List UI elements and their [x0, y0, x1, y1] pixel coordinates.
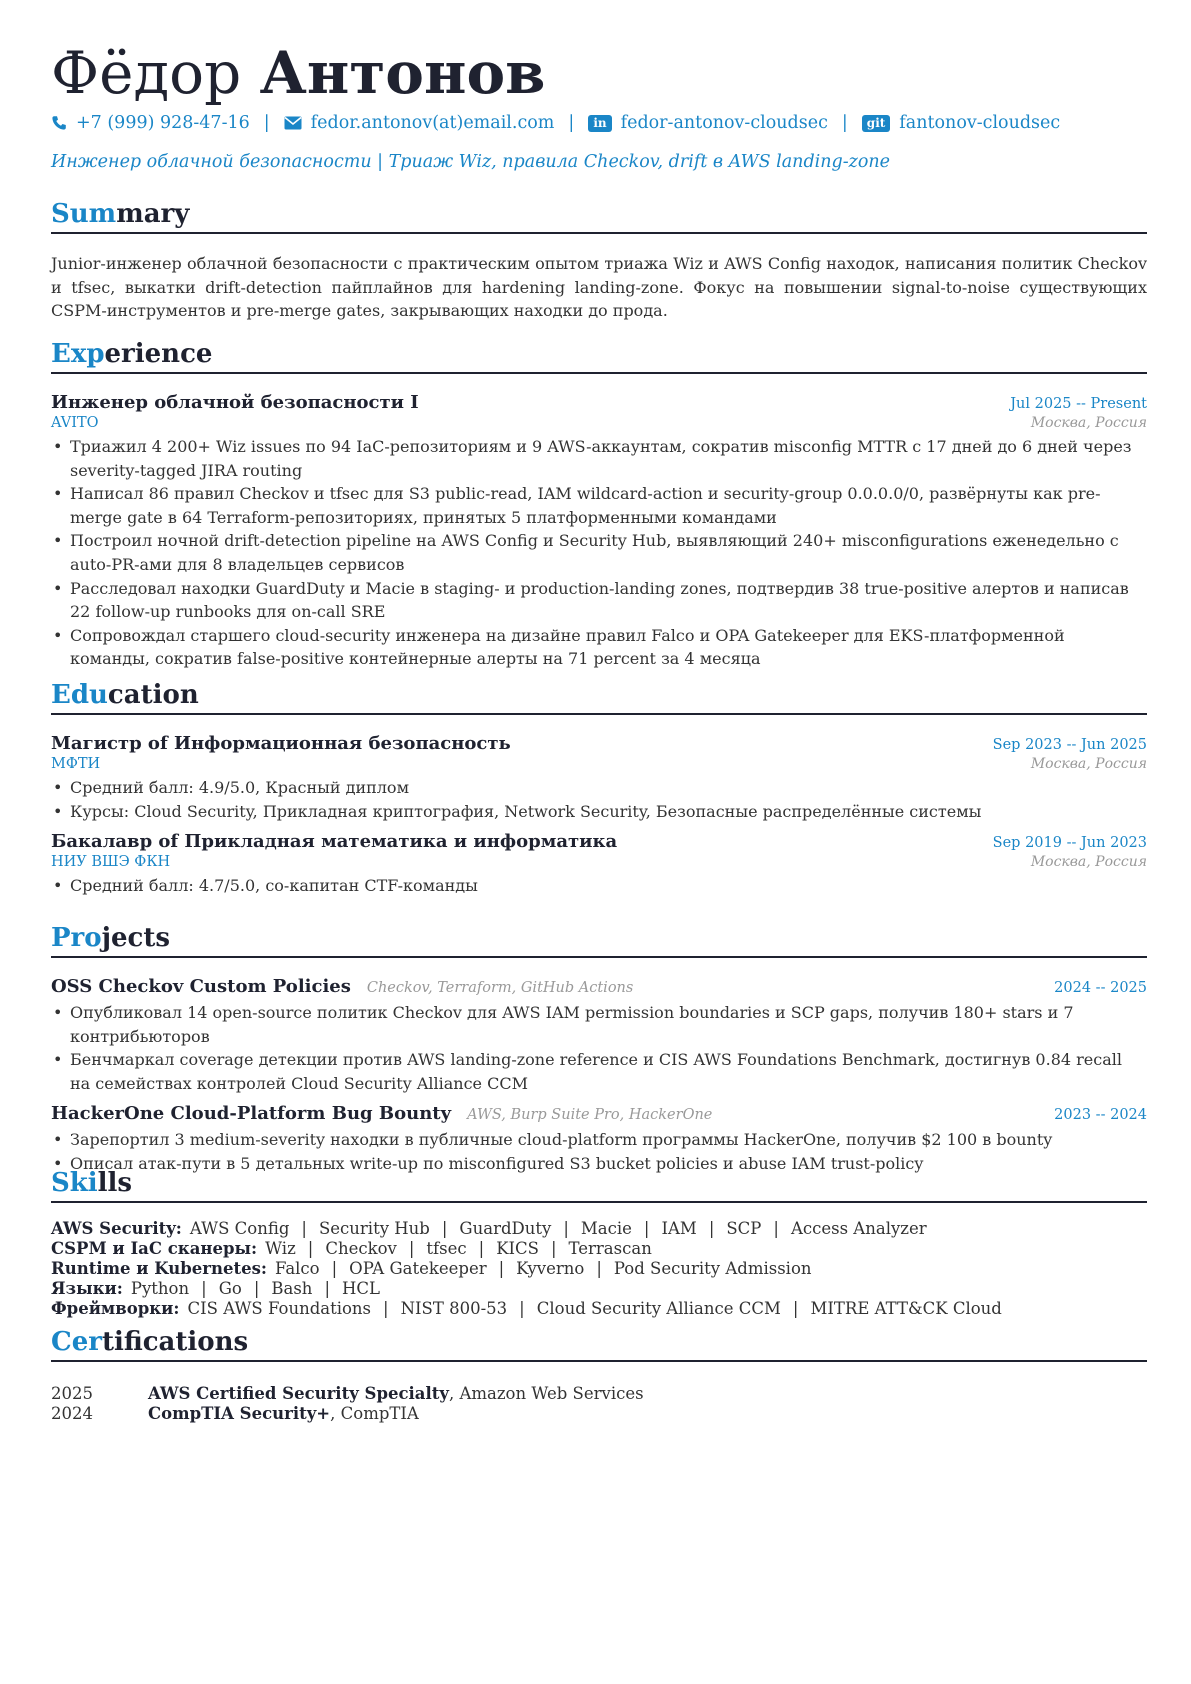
skill-separator: | — [708, 1219, 715, 1238]
section-title: Summary — [51, 198, 1147, 234]
job-bullets — [51, 435, 1147, 671]
skill-item: NIST 800-53 — [400, 1299, 508, 1318]
skill-item: tfsec — [426, 1239, 467, 1258]
degree-bullets — [51, 874, 1147, 898]
skill-row — [51, 1239, 1147, 1259]
skill-item: Falco — [274, 1259, 320, 1278]
skill-separator: | — [383, 1299, 389, 1318]
certification-row — [51, 1384, 1147, 1404]
certifications-list — [51, 1384, 1147, 1424]
linkedin-link[interactable]: fedor-antonov-cloudsec — [620, 113, 828, 133]
contact-separator: | — [841, 113, 848, 133]
job-title: Инженер облачной безопасности I — [51, 392, 419, 413]
school-name: НИУ ВШЭ ФКН — [51, 854, 171, 871]
phone-link[interactable]: +7 (999) 928-47-16 — [76, 113, 250, 133]
school-location: Москва, Россия — [1030, 756, 1147, 772]
skill-row — [51, 1299, 1147, 1319]
list-item: • Курсы: Cloud Security, Прикладная криптография, Network Security, Безопасные распределённые системы — [51, 800, 1147, 824]
list-item: • Триажил 4 200+ Wiz issues по 94 IaC-репозиториям и 9 AWS-аккаунтам, сократив misconfig MTTR с 17 дней до 6 дней через severity-tagged JIRA routing — [51, 435, 1147, 482]
skill-item: HCL — [342, 1279, 380, 1298]
list-item: • Средний балл: 4.7/5.0, со-капитан CTF-команды — [51, 874, 1147, 898]
project-dates: 2023 -- 2024 — [1054, 1107, 1147, 1124]
skill-separator: | — [478, 1239, 485, 1258]
skill-item: Bash — [271, 1279, 313, 1298]
candidate-name — [51, 38, 545, 108]
contact-separator: | — [568, 113, 575, 133]
skill-separator: | — [307, 1239, 314, 1258]
project-bullets — [51, 1001, 1147, 1095]
tagline: Инженер облачной безопасности | Триаж Wiz, правила Checkov, drift в AWS landing-zone — [51, 152, 891, 172]
skill-item: Macie — [580, 1219, 632, 1238]
skill-item: GuardDuty — [459, 1219, 552, 1238]
skill-separator: | — [550, 1239, 557, 1258]
education-entry — [51, 733, 1147, 823]
skill-separator: | — [792, 1299, 799, 1318]
contact-bar — [51, 113, 1060, 133]
skill-item: Pod Security Admission — [613, 1259, 812, 1278]
linkedin-chip: in — [588, 115, 611, 132]
experience-entry — [51, 392, 1147, 671]
project-tech: Checkov, Terraform, GitHub Actions — [366, 980, 634, 996]
summary-text: Junior-инженер облачной безопасности с практическим опытом триажа Wiz и AWS Config находок, написания политик Checkov и tfsec, выкатки drift-detection пайплайнов для hardening landing-zone. Фокус на повышении signal-to-noise существующих CSPM-инструментов и pre-merge gates, закрывающих находки до прода. — [51, 254, 1147, 320]
projects-section — [51, 922, 1147, 1176]
linkedin-icon — [588, 115, 611, 132]
cert-name: CompTIA Security+ — [148, 1404, 331, 1423]
skill-item: IAM — [661, 1219, 697, 1238]
school-name: МФТИ — [51, 756, 101, 772]
skill-category: CSPM и IaC сканеры: — [51, 1239, 258, 1258]
skill-category: Языки: — [51, 1279, 123, 1298]
phone-icon — [51, 115, 67, 131]
skill-row — [51, 1279, 1147, 1299]
degree-dates: Sep 2023 -- Jun 2025 — [992, 737, 1147, 753]
skill-separator: | — [519, 1299, 525, 1318]
degree-title: Бакалавр of Прикладная математика и информатика — [51, 831, 618, 853]
cert-issuer: , CompTIA — [330, 1404, 419, 1423]
skill-item: Terrascan — [568, 1239, 652, 1258]
project-name: OSS Checkov Custom Policies — [51, 976, 351, 997]
job-dates: Jul 2025 -- Present — [1010, 396, 1147, 412]
last-name: Антонов — [259, 39, 546, 107]
section-title: Education — [51, 679, 1147, 715]
skill-item: MITRE ATT&CK Cloud — [810, 1299, 1002, 1318]
skill-separator: | — [441, 1219, 448, 1238]
skill-category: Runtime и Kubernetes: — [51, 1259, 267, 1278]
skill-row — [51, 1259, 1147, 1279]
skill-separator: | — [596, 1259, 602, 1278]
cert-year: 2025 — [51, 1384, 93, 1403]
section-title: Projects — [51, 922, 1147, 958]
list-item: • Зарепортил 3 medium-severity находки в публичные cloud-platform программы HackerOne, получив $2 100 в bounty — [51, 1128, 1147, 1152]
git-icon — [862, 115, 891, 132]
cert-name: AWS Certified Security Specialty — [148, 1384, 449, 1403]
list-item: • Описал атак-пути в 5 детальных write-up по misconfigured S3 bucket policies и abuse IAM trust-policy — [51, 1152, 1147, 1176]
experience-section — [51, 338, 1147, 671]
skill-category: AWS Security: — [51, 1219, 182, 1238]
project-name: HackerOne Cloud-Platform Bug Bounty — [51, 1103, 452, 1125]
skill-separator: | — [201, 1279, 207, 1298]
github-link[interactable]: fantonov-cloudsec — [899, 113, 1061, 133]
skill-item: Wiz — [265, 1239, 296, 1258]
project-entry — [51, 976, 1147, 1095]
skill-item: Go — [218, 1279, 242, 1298]
skills-section — [51, 1167, 1147, 1319]
list-item: • Написал 86 правил Checkov и tfsec для S3 public-read, IAM wildcard-action и security-group 0.0.0.0/0, развёрнуты как pre-merge gate в 64 Terraform-репозиториях, принятых 5 платформенными командами — [51, 482, 1147, 529]
email-link[interactable]: fedor.antonov(at)email.com — [310, 113, 555, 133]
skill-separator: | — [408, 1239, 415, 1258]
envelope-icon — [284, 116, 302, 130]
skill-item: Cloud Security Alliance CCM — [536, 1299, 781, 1318]
skill-separator: | — [643, 1219, 650, 1238]
list-item: • Расследовал находки GuardDuty и Macie в staging- и production-landing zones, подтвердив 38 true-positive алертов и написав 22 follow-up runbooks для on-call SRE — [51, 577, 1147, 624]
education-section — [51, 679, 1147, 898]
cert-year: 2024 — [51, 1404, 93, 1423]
education-entry — [51, 831, 1147, 898]
skill-item: CIS AWS Foundations — [187, 1299, 372, 1318]
school-location: Москва, Россия — [1030, 854, 1147, 871]
skill-item: Checkov — [325, 1239, 397, 1258]
section-title: Skills — [51, 1167, 1147, 1203]
skill-row — [51, 1219, 1147, 1239]
project-dates: 2024 -- 2025 — [1054, 980, 1147, 996]
company-name: AVITO — [51, 415, 99, 431]
skill-item: Security Hub — [318, 1219, 430, 1238]
degree-bullets — [51, 776, 1147, 823]
list-item: • Опубликовал 14 open-source политик Checkov для AWS IAM permission boundaries и SCP gaps, получив 180+ stars и 7 контрибьюторов — [51, 1001, 1147, 1048]
skill-separator: | — [301, 1219, 307, 1238]
list-item: • Построил ночной drift-detection pipeline на AWS Config и Security Hub, выявляющий 240+ misconfigurations еженедельно с auto-PR-ами для 8 владельцев сервисов — [51, 529, 1147, 576]
skill-separator: | — [253, 1279, 260, 1298]
skill-separator: | — [498, 1259, 505, 1278]
project-tech: AWS, Burp Suite Pro, HackerOne — [467, 1107, 713, 1124]
degree-dates: Sep 2019 -- Jun 2023 — [992, 835, 1147, 852]
skill-item: OPA Gatekeeper — [349, 1259, 487, 1278]
section-title: Experience — [51, 338, 1147, 374]
skill-item: Python — [130, 1279, 190, 1298]
skill-separator: | — [324, 1279, 330, 1298]
skill-separator: | — [563, 1219, 569, 1238]
first-name: Фёдор — [51, 39, 242, 107]
skill-item: SCP — [726, 1219, 762, 1238]
contact-separator: | — [263, 113, 270, 133]
skills-list — [51, 1219, 1147, 1319]
skill-category: Фреймворки: — [51, 1299, 180, 1318]
skill-item: AWS Config — [189, 1219, 290, 1238]
skill-item: KICS — [496, 1239, 539, 1258]
section-title: Certifications — [51, 1326, 1147, 1362]
git-chip: git — [862, 115, 891, 132]
job-location: Москва, Россия — [1030, 415, 1147, 431]
list-item: • Сопровождал старшего cloud-security инженера на дизайне правил Falco и OPA Gatekeeper для EKS-платформенной команды, сократив false-positive контейнерные алерты на 71 percent за 4 месяца — [51, 624, 1147, 671]
cert-issuer: , Amazon Web Services — [448, 1384, 644, 1403]
degree-title: Магистр of Информационная безопасность — [51, 733, 511, 754]
project-entry — [51, 1103, 1147, 1175]
skill-item: Kyverno — [516, 1259, 585, 1278]
skill-separator: | — [773, 1219, 779, 1238]
certifications-section — [51, 1326, 1147, 1424]
skill-separator: | — [331, 1259, 338, 1278]
list-item: • Бенчмаркал coverage детекции против AWS landing-zone reference и CIS AWS Foundations Benchmark, достигнув 0.84 recall на семействах контролей Cloud Security Alliance CCM — [51, 1048, 1147, 1095]
skill-item: Access Analyzer — [790, 1219, 927, 1238]
list-item: • Средний балл: 4.9/5.0, Красный диплом — [51, 776, 1147, 800]
certification-row — [51, 1404, 1147, 1424]
summary-section — [51, 198, 1147, 323]
